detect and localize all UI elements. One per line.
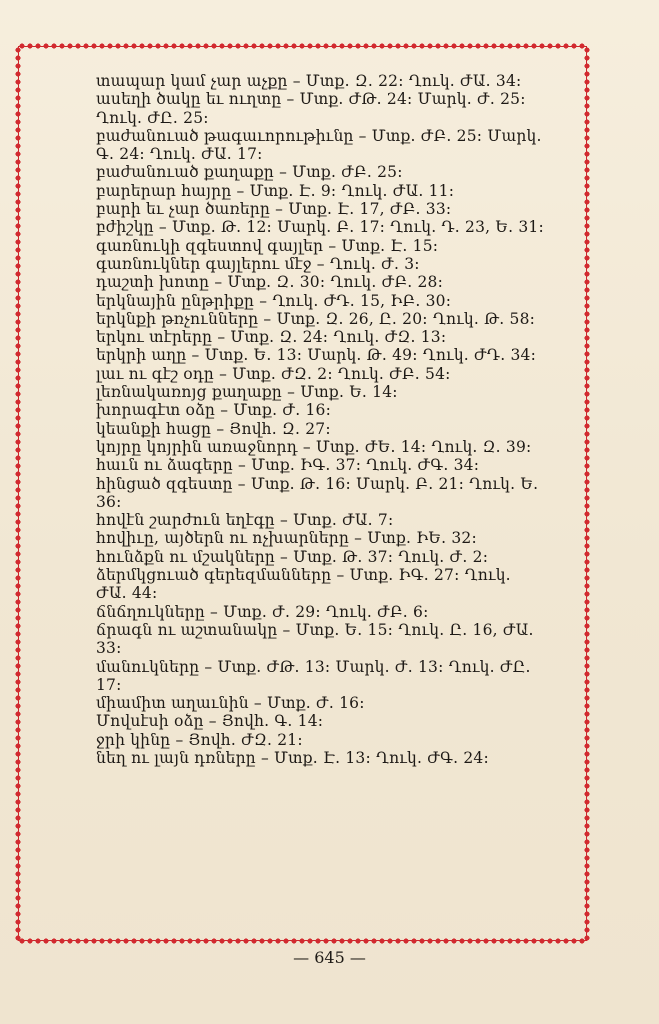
index-entry: մանուկները – Մտք. ԺԹ. 13: Մարկ. Ժ. 13: Ղուկ. ԺԸ. 17: <box>96 657 531 694</box>
index-entry: լաւ ու գէշ օդը – Մտք. ԺԶ. 2: Ղուկ. ԺԲ. 54: <box>96 364 451 383</box>
index-entry: բարի եւ չար ծառերը – Մտք. Է. 17, ԺԲ. 33: <box>96 200 452 219</box>
index-entry: ճնճղուկները – Մտք. Ժ. 29: Ղուկ. ԺԲ. 6: <box>96 602 429 621</box>
index-entry: տապար կամ չար աչքը – Մտք. Զ. 22: Ղուկ. ԺԱ. 34: <box>96 72 522 90</box>
index-entry: ճրագն ու աշտանակը – Մտք. Ե. 15: Ղուկ. Ը. 16, ԺԱ. 33: <box>96 620 534 658</box>
index-entry: հինցած զգեստը – Մտք. Թ. 16: Մարկ. Բ. 21: Ղուկ. Ե. 36: <box>96 474 539 511</box>
index-entry: գառնուկներ գայլերու մէջ – Ղուկ. Ժ. 3: <box>96 254 420 273</box>
index-entry: միամիտ աղաւնին – Մտք. Ժ. 16: <box>96 694 365 713</box>
index-entry: ասեղի ծակը եւ ուղտը – Մտք. ԺԹ. 24: Մարկ. Ժ. 25: Ղուկ. ԺԸ. 25: <box>96 90 526 127</box>
index-entry: ջրի կինը – Յովհ. ԺԶ. 21: <box>96 730 303 749</box>
index-entry: կոյրը կոյրին առաջնորդ – Մտք. ԺԵ. 14: Ղուկ. Զ. 39: <box>96 437 532 456</box>
index-entries <box>96 72 546 767</box>
index-entry: հովէն շարժուն եղէգը – Մտք. ԺԱ. 7: <box>96 511 394 530</box>
index-entry: հովիւը, այծերն ու ոչխարները – Մտք. ԻԵ. 32: <box>96 529 477 548</box>
index-entry: հաւն ու ձագերը – Մտք. ԻԳ. 37: Ղուկ. ԺԳ. 34: <box>96 456 480 475</box>
index-entry: բաժանուած թագաւորութիւնը – Մտք. ԺԲ. 25: Մարկ. Գ. 24: Ղուկ. ԺԱ. 17: <box>96 126 542 164</box>
index-entry: բաժանուած քաղաքը – Մտք. ԺԲ. 25: <box>96 163 403 182</box>
index-entry: բարերար հայրը – Մտք. Է. 9: Ղուկ. ԺԱ. 11: <box>96 181 455 200</box>
index-entry: երկու տէրերը – Մտք. Զ. 24: Ղուկ. ԺԶ. 13: <box>96 328 447 347</box>
index-entry: Մովսէսի օձը – Յովհ. Գ. 14: <box>96 712 324 731</box>
index-entry: նեղ ու լայն դռները – Մտք. Է. 13: Ղուկ. ԺԳ. 24: <box>96 748 489 767</box>
index-entry: լեռնակառոյց քաղաքը – Մտք. Ե. 14: <box>96 383 398 402</box>
index-entry: կեանքի հացը – Յովհ. Զ. 27: <box>96 419 331 438</box>
index-entry: հունձքն ու մշակները – Մտք. Թ. 37: Ղուկ. Ժ. 2: <box>96 547 489 566</box>
index-entry: երկրի աղը – Մտք. Ե. 13: Մարկ. Թ. 49: Ղուկ. ԺԴ. 34: <box>96 346 537 365</box>
index-entry: ձերմկցուած գերեզմանները – Մտք. ԻԳ. 27: Ղուկ. ԺԱ. 44: <box>96 566 511 603</box>
index-entry: դաշտի խոտը – Մտք. Զ. 30: Ղուկ. ԺԲ. 28: <box>96 273 444 292</box>
page-number: — 645 — <box>293 948 366 967</box>
index-entry: երկնքի թռչունները – Մտք. Զ. 26, Ը. 20: Ղուկ. Թ. 58: <box>96 309 536 328</box>
index-entry: խորագէտ օձը – Մտք. Ժ. 16: <box>96 401 331 420</box>
index-entry: բժիշկը – Մտք. Թ. 12: Մարկ. Բ. 17: Ղուկ. Դ. 23, Ե. 31: <box>96 218 544 237</box>
index-entry: գառնուկի զգեստով գայլեր – Մտք. Է. 15: <box>96 236 439 255</box>
index-entry: երկնային ընթրիքը – Ղուկ. ԺԴ. 15, ԻԲ. 30: <box>96 291 452 310</box>
